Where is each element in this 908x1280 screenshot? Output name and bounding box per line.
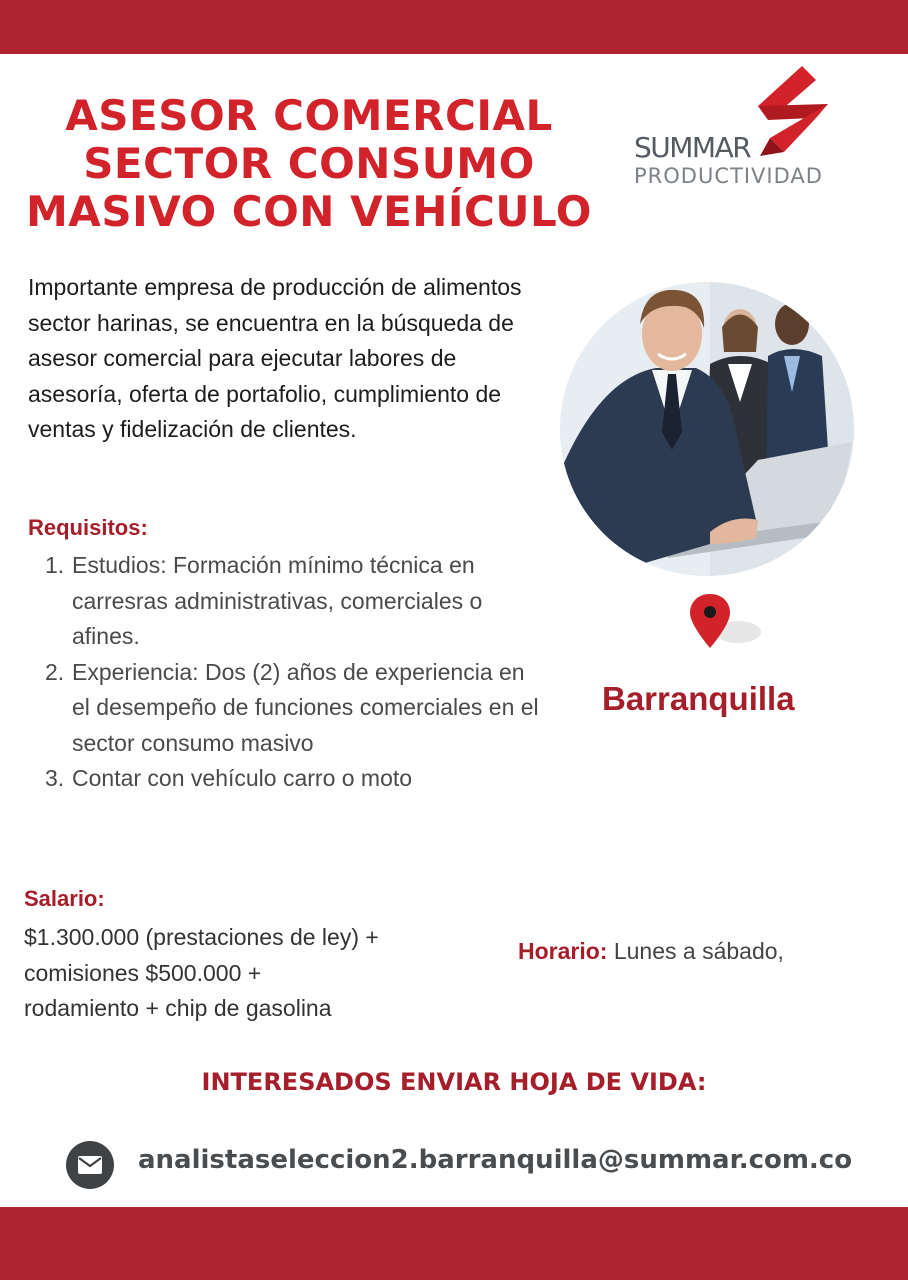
salary-details — [24, 920, 494, 1027]
requirement-text: Contar con vehículo carro o moto — [72, 765, 413, 791]
schedule-label: Horario: — [518, 938, 608, 964]
requirements-heading: Requisitos: — [28, 515, 148, 540]
requirement-item — [45, 548, 545, 655]
logo-subtitle: PRODUCTIVIDAD — [634, 164, 823, 188]
map-pin-icon — [690, 594, 764, 650]
location-city: Barranquilla — [602, 680, 795, 717]
summar-logo — [630, 66, 840, 196]
job-title-line-3: MASIVO CON VEHÍCULO — [26, 187, 592, 236]
job-title — [24, 92, 594, 236]
intro-paragraph: Importante empresa de producción de alimentos sector harinas, se encuentra en la búsqueda de asesor comercial para ejecutar labores de asesoría, oferta de portafolio, cumplimiento de ventas y fidelización de clientes. — [28, 274, 522, 442]
apply-call-to-action: INTERESADOS ENVIAR HOJA DE VIDA: — [201, 1068, 707, 1096]
job-title-line-1: ASESOR COMERCIAL — [65, 91, 553, 140]
requirement-number: 2. — [45, 658, 65, 685]
schedule — [518, 938, 784, 965]
envelope-icon — [66, 1141, 114, 1189]
top-band — [0, 0, 908, 54]
salary-line: $1.300.000 (prestaciones de ley) + — [24, 924, 379, 950]
logo-wordmark: SUMMAR — [634, 131, 751, 164]
salary-line: rodamiento + chip de gasolina — [24, 995, 332, 1021]
business-people-photo — [560, 282, 854, 576]
contact-email-link[interactable]: analistaseleccion2.barranquilla@summar.com.co — [138, 1145, 853, 1175]
logo-mark-icon — [750, 66, 830, 162]
requirement-item — [45, 761, 545, 797]
requirement-text: Estudios: Formación mínimo técnica en carresras administrativas, comerciales o afines. — [72, 552, 483, 649]
requirements-list — [45, 548, 545, 797]
requirement-item — [45, 655, 545, 762]
requirement-number: 3. — [45, 765, 65, 791]
bottom-band — [0, 1207, 908, 1280]
requirement-text: Experiencia: Dos (2) años de experiencia en el desempeño de funciones comerciales en el sector consumo masivo — [72, 658, 539, 756]
salary-line: comisiones $500.000 + — [24, 959, 262, 986]
salary-heading: Salario: — [24, 886, 105, 911]
schedule-value: Lunes a sábado, — [607, 938, 784, 964]
job-title-line-2: SECTOR CONSUMO — [83, 139, 535, 188]
requirement-number: 1. — [45, 552, 65, 578]
